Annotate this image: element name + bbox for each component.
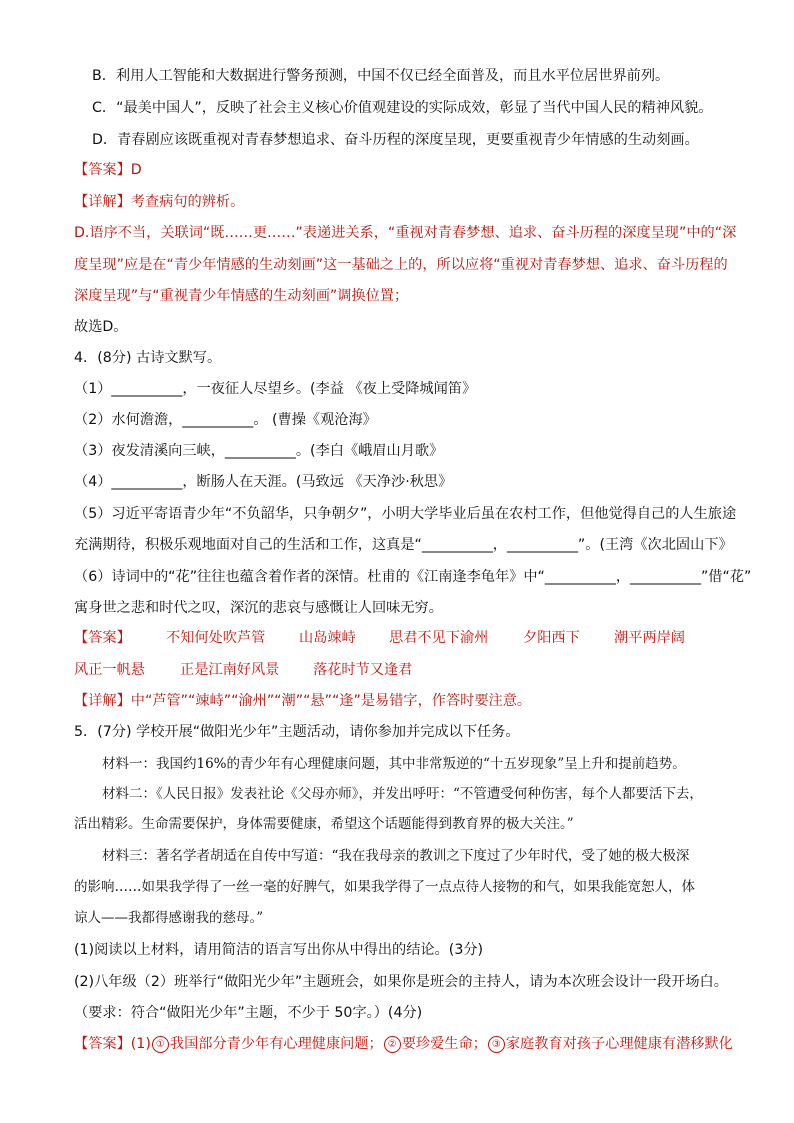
- answer-part: 我国部分青少年有心理健康问题；: [169, 1036, 383, 1052]
- q4-item-6-line-2: 寓身世之悲和时代之叹，深沉的悲哀与感慨让人回味无穷。: [74, 600, 443, 616]
- option-b: B．利用人工智能和大数据进行警务预测，中国不仅已经全面普及，而且水平位居世界前列。: [92, 68, 670, 84]
- q4-item-2: （2）水何澹澹，__________。 (曹操《观沧海》: [74, 412, 377, 428]
- q4-item-5-line-2: 充满期待，积极乐观地面对自己的生活和工作，这真是“__________，__________”。(王湾《次北固山下》: [74, 537, 733, 553]
- answer-item: 山岛竦峙: [299, 630, 356, 646]
- q5-task-2-line-2: （要求：符合“做阳光少年”主题，不少于 50字。）(4分): [74, 1005, 423, 1021]
- circled-number-3: ③: [488, 1036, 505, 1053]
- q3-answer: [74, 160, 142, 180]
- q5-task-2-line-1: (2)八年级（2）班举行“做阳光少年”主题班会，如果你是班会的主持人，请为本次班会设计一段开场白。: [74, 974, 728, 990]
- material-2-line-1: 材料二：《人民日报》发表社论《父母亦师》，并发出呼吁：“不管遭受何种伤害，每个人都要活下去，: [102, 786, 703, 802]
- answer-item: 风正一帆悬: [74, 662, 145, 678]
- answer-item: 不知何处吹芦管: [166, 630, 266, 646]
- q4-title: 4．(8分) 古诗文默写。: [74, 350, 222, 366]
- q3-explain-line-1: D.语序不当，关联词“既……更……”表递进关系，“重视对青春梦想、追求、奋斗历程的深度呈现”中的“深: [74, 225, 737, 241]
- answer-item: 夕阳西下: [523, 630, 580, 646]
- detail-text: 考查病句的辨析。: [130, 194, 245, 210]
- q3-explain-line-2: 度呈现”应是在“青少年情感的生动刻画”这一基础之上的，所以应将“重视对青春梦想、追求、奋斗历程的: [74, 257, 728, 273]
- circled-number-1: ①: [152, 1036, 169, 1053]
- q5-title: 5．(7分) 学校开展“做阳光少年”主题活动，请你参加并完成以下任务。: [74, 724, 520, 740]
- answer-item: 正是江南好风景: [180, 662, 280, 678]
- answer-value: D: [130, 162, 142, 178]
- q3-conclusion: 故选D。: [74, 319, 128, 335]
- circled-number-2: ②: [384, 1036, 401, 1053]
- q4-detail: [74, 691, 531, 711]
- answer-item: 思君不见下渝州: [389, 630, 489, 646]
- q4-item-6-line-1: （6）诗词中的“花”往往也蕴含着作者的深情。杜甫的《江南逢李龟年》中“__________，__________”借“花”: [74, 569, 752, 585]
- answer-label: 【答案】: [74, 1036, 131, 1052]
- answer-part: 家庭教育对孩子心理健康有潜移默化: [505, 1036, 733, 1052]
- q3-detail: [74, 192, 244, 212]
- detail-text: 中“芦管”“竦峙”“渝州”“潮”“悬”“逢”是易错字，作答时要注意。: [130, 693, 532, 709]
- q4-item-5-line-1: （5）习近平寄语青少年“不负韶华，只争朝夕”，小明大学毕业后虽在农村工作，但他觉得自己的人生旅途: [74, 506, 737, 522]
- option-c: C．“最美中国人”，反映了社会主义核心价值观建设的实际成效，彰显了当代中国人民的精神风貌。: [92, 100, 713, 116]
- material-3-line-1: 材料三：著名学者胡适在自传中写道：“我在我母亲的教训之下度过了少年时代，受了她的极大极深: [102, 848, 690, 864]
- answer-item: 落花时节又逢君: [313, 662, 413, 678]
- answer-label: 【答案】: [74, 630, 131, 646]
- material-1: 材料一：我国约16%的青少年有心理健康问题，其中非常叛逆的“十五岁现象”呈上升和提前趋势。: [102, 756, 686, 772]
- detail-label: 【详解】: [74, 194, 131, 210]
- answer-prefix: (1): [130, 1036, 151, 1052]
- option-d: D．青春剧应该既重视对青春梦想追求、奋斗历程的深度呈现，更要重视青少年情感的生动刻画。: [92, 132, 699, 148]
- material-3-line-2: 的影响……如果我学得了一丝一毫的好脾气，如果我学得了一点点待人接物的和气，如果我能宽恕人，体: [74, 879, 695, 895]
- answer-part: 要珍爱生命；: [401, 1036, 487, 1052]
- q5-task-1: (1)阅读以上材料，请用简洁的语言写出你从中得出的结论。(3分): [74, 942, 484, 958]
- q4-item-4: （4）__________，断肠人在天涯。(马致远 《天净沙·秋思》: [74, 474, 453, 490]
- material-3-line-3: 谅人——我都得感谢我的慈母。”: [74, 910, 264, 926]
- material-2-line-2: 活出精彩。生命需要保护，身体需要健康，希望这个话题能得到教育界的极大关注。”: [74, 816, 574, 832]
- answer-label: 【答案】: [74, 162, 131, 178]
- q4-item-1: （1）__________，一夜征人尽望乡。(李益 《夜上受降城闻笛》: [74, 381, 477, 397]
- q5-answer: [74, 1034, 733, 1054]
- detail-label: 【详解】: [74, 693, 131, 709]
- q4-item-3: （3）夜发清溪向三峡，__________。(李白《峨眉山月歌》: [74, 443, 444, 459]
- q3-explain-line-3: 深度呈现”与“重视青少年情感的生动刻画”调换位置；: [74, 288, 409, 304]
- answer-item: 潮平两岸阔: [614, 630, 685, 646]
